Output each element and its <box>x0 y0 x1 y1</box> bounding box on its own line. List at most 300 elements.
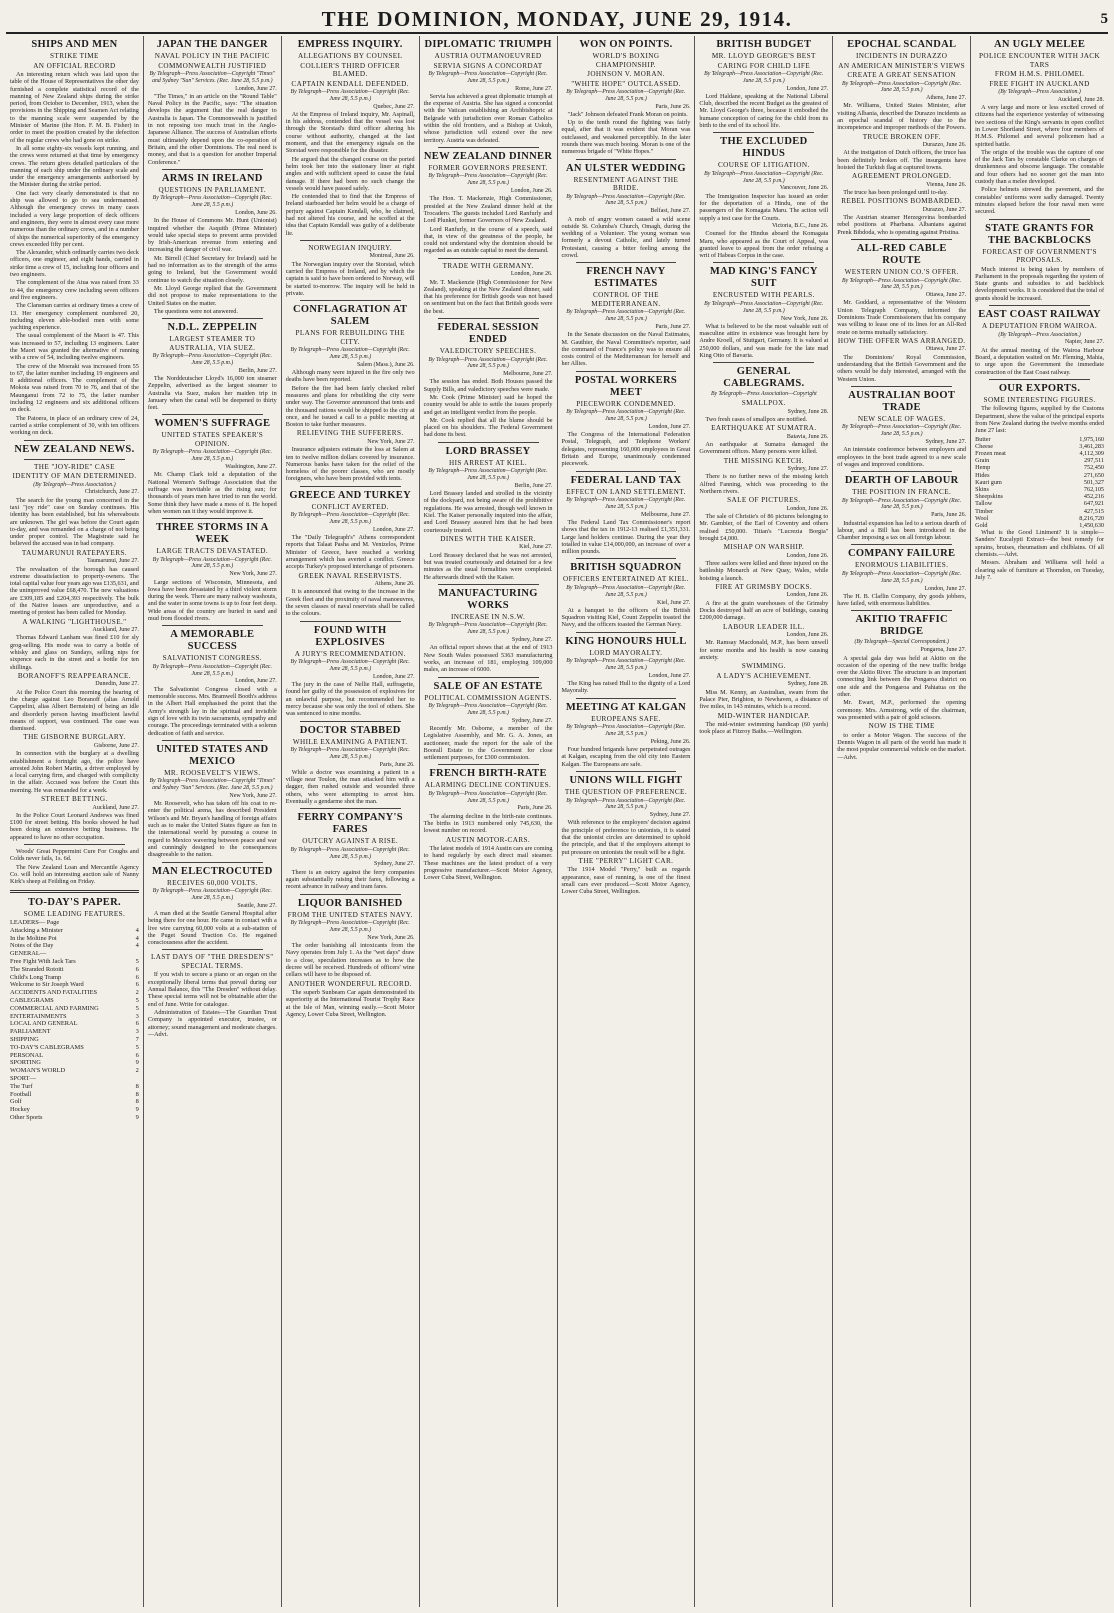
contents-entry <box>10 1059 139 1067</box>
column-rule <box>162 169 263 170</box>
wire-credit: By Telegraph—Press Association—Copyright (Rec. June 28, 5.5 p.m.) <box>428 790 548 804</box>
article-subheading: STREET BETTING. <box>41 795 108 804</box>
article-headline: MANUFACTURING WORKS <box>438 587 538 611</box>
column-rule <box>300 808 401 809</box>
dateline: Quebec, June 27. <box>373 103 415 110</box>
article-paragraph: Four hundred brigands have perpetrated outrages at Kalgan, escaping from the old city into Eastern Kalgan. The Europeans are safe. <box>561 746 691 768</box>
article-paragraph: The crew of the Moeraki was increased from 55 to 67, the latter number including 19 engineers and 8 additional officers. The complement of the Mokoia was raised from 70 to 76, and that of the Maunganui from 72 to 75, the latter number including 12 engineers and six additional officers on deck. <box>10 362 139 414</box>
column-rule <box>438 258 539 259</box>
article-paragraph: Mr. Ramsay Macdonald, M.P., has been unwell for some months and his health is now causing anxiety. <box>699 639 829 662</box>
article-subheading: FROM H.M.S. PHILOMEL <box>994 70 1085 78</box>
article-paragraph: The Congress of the International Federation Postal, Telegraph, and Telephone Workers' delegates, representing 160,000 employees in Great Britain and Europe, unanimously condemned piecework. <box>561 431 691 468</box>
dateline: Paris, June 26. <box>655 103 691 110</box>
dateline: Vancouver, June 26. <box>779 185 829 192</box>
contents-page: 9 <box>135 1113 139 1121</box>
article-subheading: STRIKE TIME <box>50 52 99 60</box>
wire-credit: By Telegraph—Press Association—Copyright (Rec. June 28, 5.5 p.m.) <box>704 300 824 314</box>
wire-credit: By Telegraph—Press Association—Copyright (Rec. June 28, 5.5 p.m.) <box>842 424 962 438</box>
article-headline: COMPANY FAILURE <box>848 548 956 560</box>
contents-entry <box>10 1028 139 1036</box>
article-paragraph: The H. B. Claflin Company, dry goods jobbers, have failed, with enormous liabilities. <box>837 592 967 608</box>
article-subheading: PLANS FOR REBUILDING THE CITY. <box>295 329 405 346</box>
article-headline: KING HONOURS HULL <box>565 635 687 647</box>
dateline: Vienna, June 26. <box>926 181 967 188</box>
article-subheading: THE GISBORNE BURGLARY. <box>23 733 126 742</box>
contents-entry <box>10 1005 139 1013</box>
contents-label: The Stranded Rotoiti <box>10 965 64 973</box>
article-subheading: ALLEGATIONS BY COUNSEL <box>298 52 403 60</box>
article-headline: BRITISH SQUADRON <box>570 562 682 574</box>
column-rule <box>162 625 263 626</box>
article-headline: EPOCHAL SCANDAL <box>847 39 957 50</box>
export-value: 427,515 <box>1083 507 1104 515</box>
masthead <box>6 6 1108 34</box>
contents-entry <box>10 1052 139 1060</box>
contents-entry <box>10 1067 139 1075</box>
wire-credit: By Telegraph—Press Association—Copyright (Rec. June 28, 5.5 p.m.) <box>566 584 686 598</box>
contents-label: ENTERTAINMENTS <box>10 1012 67 1020</box>
article-paragraph: Insurance adjusters estimate the loss at Salem at ten to twelve million dollars covered by insurance. Numerous banks have taken for the relief of the homeless of the poorer classes, who are mostly foreigners, who have been provided with tents. <box>285 446 415 483</box>
column-rule <box>576 471 677 472</box>
contents-label: GENERAL— <box>10 950 47 958</box>
dateline: New York, June 27. <box>229 571 277 578</box>
contents-label: PERSONAL <box>10 1051 44 1059</box>
article-paragraph: It is announced that owing to the increase in the Greek fleet and the proximity of naval manoeuvres, the seven classes of naval reservists shall be called to the colours. <box>285 588 415 618</box>
dateline: London, June 27. <box>235 678 277 685</box>
dateline: Sydney, June 27. <box>925 439 967 445</box>
contents-label: Welcome to Sir Joseph Ward <box>10 981 84 989</box>
article-paragraph: At the Police Court this morning the hearing of the charge against Leo Boranoff (alias Arnold Cappelini, alias Albert Bernstein) of being an idle and disorderly person having insufficient lawful means of support, was continued. The case was dismissed. <box>10 688 139 733</box>
contents-entry <box>10 958 139 966</box>
exports-row <box>975 479 1104 486</box>
article-headline: POSTAL WORKERS MEET <box>574 374 677 398</box>
contents-label: Attacking a Minister <box>10 926 63 934</box>
contents-page: 5 <box>135 996 139 1004</box>
contents-entry <box>10 1091 139 1099</box>
wire-credit: By Telegraph—Press Association—Copyright (Rec. June 28, 5.5 p.m.) <box>566 724 686 738</box>
dateline: Sydney, June 27. <box>787 466 829 473</box>
wire-credit: By Telegraph—Press Association—Copyright (Rec. June 28, 5.5 p.m.) <box>290 659 410 672</box>
dateline: Athens, June 26. <box>374 581 415 588</box>
wire-credit: By Telegraph—Press Association—Copyright (Rec. June 28, 5.5 p.m.) <box>428 356 548 370</box>
export-item: Grain <box>975 457 990 465</box>
article-subheading: AUSTIN MOTOR-CARS. <box>445 835 531 844</box>
article-paragraph: A very large and more or less excited crowd of citizens had the experience yesterday of witnessing two sections of the King's servants in open conflict in Lower Shortland Street, where four members of H.M.S. Philomel and several policemen had a spirited battle. <box>975 104 1104 148</box>
dateline: Seattle, June 27. <box>237 902 277 909</box>
export-value: 1,975,160 <box>1079 435 1104 443</box>
dateline: London, June 27. <box>648 672 691 679</box>
article-paragraph: A special gala day was held at Akitio on the occasion of the opening of the new traffic bridge over the Akitio River. The structure is an important connecting link between the Pongaroa district on one side and the Pongaroa and Pahiatua on the other. <box>837 654 967 699</box>
article-headline: DOCTOR STABBED <box>299 724 401 736</box>
article-subheading: THE "JOY-RIDE" CASE <box>33 462 115 471</box>
article-paragraph: Mr. Ewart, M.P., performed the opening ceremony. Mrs. Armstrong, wife of the chairman, was presented with a pair of gold scissors. <box>837 699 967 721</box>
dateline: Washington, June 27. <box>225 464 277 471</box>
dateline: Durazzo, June 27. <box>922 206 967 213</box>
article-paragraph: The New Zealand Loan and Mercantile Agency Co. will hold an interesting auction sale of Nanny Kirk's sheep at Feilding on Friday. <box>10 863 139 886</box>
article-subheading: WHILE EXAMINING A PATIENT. <box>292 737 408 746</box>
column-rule <box>162 414 263 415</box>
column-rule <box>851 386 952 387</box>
column-rule <box>713 262 814 263</box>
column-rule <box>438 584 539 585</box>
article-paragraph: An earthquake at Sumatra damaged the Government offices. Many persons were killed. <box>699 441 829 456</box>
export-item: Hides <box>975 471 990 479</box>
article-paragraph: An interstate conference between employers and employees in the boot trade agreed to a new scale of wages and improved conditions. <box>837 446 967 468</box>
dateline: Belfast, June 27. <box>650 208 691 215</box>
article-paragraph: A fire at the grain warehouses of the Grimsby Docks destroyed half an acre of buildings, causing £200,000 damage. <box>699 599 829 622</box>
contents-entry <box>10 1114 139 1122</box>
column-rule <box>989 305 1090 306</box>
article-headline: MAD KING'S FANCY SUIT <box>709 266 818 290</box>
dateline: London, June 26. <box>510 271 553 278</box>
exports-row <box>975 464 1104 471</box>
article-headline: DEARTH OF LABOUR <box>844 475 959 487</box>
article-subheading: EFFECT ON LAND SETTLEMENT. <box>566 487 686 496</box>
article-subheading: RECEIVES 60,000 VOLTS. <box>166 878 258 887</box>
contents-label: Free Fight With Jack Tars <box>10 957 76 965</box>
article-subheading: COMMONWEALTH JUSTIFIED <box>158 61 267 70</box>
contents-page: 8 <box>135 1082 139 1090</box>
dateline: Napier, June 27. <box>1064 339 1104 346</box>
dateline: New York, June 27. <box>229 792 277 799</box>
column-7 <box>833 36 971 1607</box>
article-paragraph: In connection with the burglary at a dwelling establishment a fortnight ago, the police have arrested John Robert Martin, a driver employed by a local carrying firm, and charged with complicity in the affair. Accused was before the Court this morning. He was remanded for a week. <box>10 750 139 794</box>
article-headline: AN ULSTER WEDDING <box>566 162 686 174</box>
article-subheading: THE POSITION IN FRANCE. <box>852 488 952 497</box>
article-subheading: CAPTAIN KENDALL DEFENDED. <box>291 79 409 88</box>
exports-row <box>975 457 1104 464</box>
exports-row <box>975 436 1104 443</box>
wire-credit: By Telegraph—Press Association—Copyright (Rec. June 28, 5.5 p.m.) <box>152 449 272 463</box>
contents-page: 9 <box>135 1059 139 1067</box>
article-subheading: QUESTIONS IN PARLIAMENT. <box>158 185 267 194</box>
article-paragraph: The sale of Christie's of 86 pictures belonging to Mr. Gambier, of the Earl of Coventry and others realised £50,000. Titian's "Lucrezia Borgia" brought £4,000. <box>699 513 829 542</box>
article-paragraph: Thomas Edward Lanham was fined £10 for sly grog-selling. His mode was to carry a bottle of whisky and glass on Sundays, selling nips for sixpence each in the street and a bottle for ten shillings. <box>10 634 139 671</box>
article-headline: ALL-RED CABLE ROUTE <box>856 243 947 267</box>
article-paragraph: The questions were not answered. <box>153 307 238 315</box>
article-headline: A MEMORABLE SUCCESS <box>170 629 255 653</box>
article-paragraph: Industrial expansion has led to a serious dearth of labour, and a Bill has been introduced in the Chamber imposing a tax on all foreign labour. <box>837 519 967 542</box>
article-subheading: RESENTMENT AGAINST THE BRIDE. <box>573 175 679 193</box>
article-paragraph: "Jack" Johnson defeated Frank Moran on points. <box>567 110 688 118</box>
article-paragraph: Mr. Champ Clark told a deputation of the National Women's Suffrage Association that the suffrage was inevitable as the rising sun; for thousands of years men have tried to run the world. Some think they have made a mess of it. He hoped when women ran it they would improve it. <box>147 471 277 515</box>
column-rule <box>300 300 401 301</box>
exports-row <box>975 508 1104 515</box>
dateline: Sydney, June 28. <box>787 681 829 688</box>
export-value: 297,511 <box>1084 457 1104 465</box>
dateline: London, June 26. <box>786 632 829 639</box>
column-rule <box>300 721 401 722</box>
contents-page: 6 <box>135 981 139 989</box>
column-rule <box>851 239 952 240</box>
article-subheading: EARTHQUAKE AT SUMATRA. <box>711 424 817 433</box>
column-rule <box>576 262 677 263</box>
article-subheading: FIRE AT GRIMSBY DOCKS. <box>715 582 813 591</box>
article-paragraph: Lord Brassey declared that he was not arrested, but was treated courteously and detained for a few minutes as the usual formalities were completed. He afterwards dined with the Kaiser. <box>423 551 553 581</box>
wire-credit: By Telegraph—Press Association—Copyright (Rec. June 28, 5.5 p.m.) <box>566 658 686 672</box>
article-subheading: ENORMOUS LIABILITIES. <box>854 561 949 570</box>
contents-page: 7 <box>135 1035 139 1043</box>
contents-label: Notes of the Day <box>10 942 54 950</box>
article-headline: FEDERAL SESSION ENDED <box>437 322 539 346</box>
contents-label: COMMERCIAL AND FARMING <box>10 1004 99 1012</box>
article-headline: STATE GRANTS FOR THE BACKBLOCKS <box>985 222 1094 246</box>
article-subheading: SALVATIONIST CONGRESS. <box>162 654 262 663</box>
export-item: Cheese <box>975 442 993 450</box>
export-item: Frozen meat <box>975 449 1006 457</box>
dateline: Auckland, June 28. <box>1057 96 1104 103</box>
article-subheading: CREATE A GREAT SENSATION <box>847 71 957 79</box>
dateline: London, June 27. <box>235 85 277 92</box>
article-subheading: AGREEMENT PROLONGED. <box>852 172 952 181</box>
article-subheading: GREEK NAVAL RESERVISTS. <box>298 571 402 580</box>
article-paragraph: Lord Brassey landed and strolled in the vicinity of the dockyard, not being aware of the prohibitive regulations. He was arrested, though well known in Kiel. The Kaiser personally inquired into the affair, and Lord Brassey assured him that he had been courteously treated. <box>423 490 553 534</box>
export-value: 452,216 <box>1083 493 1104 501</box>
contents-page: 4 <box>135 934 139 942</box>
article-headline: FOUND WITH EXPLOSIVES <box>313 624 387 648</box>
dateline: Sydney, June 28. <box>787 408 829 415</box>
article-headline: CONFLAGRATION AT SALEM <box>292 304 408 328</box>
article-paragraph: Lord Haldane, speaking at the National Liberal Club, described the recent Budget as the greatest of Mr. Lloyd George's three, because it embodied the humane conception of caring for the child from its birth to the end of its school life. <box>699 92 829 130</box>
article-paragraph: The mid-winter swimming handicap (60 yards) took place at Fitzroy Baths.—Wellington. <box>699 721 829 736</box>
article-paragraph: The Federal Land Tax Commissioner's report shows that the tax in 1912-13 realised £1,351,331. Large land holders continue. During the year they totalled in value £14,000,000, an increase of over a million pounds. <box>561 518 691 556</box>
wire-credit: By Telegraph—Press Association—Copyright (Rec. June 28, 5.5 p.m.) <box>704 71 824 84</box>
dateline: Rome, June 27. <box>515 85 553 92</box>
article-subheading: DINES WITH THE KAISER. <box>440 534 536 543</box>
article-paragraph: There is no further news of the missing ketch Alfred Fanning, which was proceeding to the Northern rivers. <box>699 473 829 495</box>
article-headline: TO-DAY'S PAPER. <box>27 896 121 908</box>
article-subheading: CONFLICT AVERTED. <box>311 502 389 511</box>
article-subheading: NORWEGIAN INQUIRY. <box>308 243 393 252</box>
column-rule <box>438 764 539 765</box>
contents-entry <box>10 997 139 1005</box>
contents-page: 6 <box>135 1051 139 1059</box>
column-4 <box>420 36 558 1607</box>
article-paragraph: Miss M. Kenny, an Australian, swam from the Palace Pier, Brighton, to Newhaven, a distance of five miles, in 143 minutes, which is a record. <box>699 688 829 711</box>
article-paragraph: The Norwegian inquiry over the Storstad, which carried the Empress of Ireland, and by which the captain is said to have been ordered to Norway, will be started to-morrow. The inquiry will be held in private. <box>285 260 415 297</box>
contents-page: 3 <box>135 1012 139 1020</box>
contents-label: The Turf <box>10 1082 33 1090</box>
article-paragraph: Mr. Cook (Prime Minister) said he hoped the country would be able to settle the issues properly and get an intelligent verdict from the people. <box>423 394 553 416</box>
article-paragraph: What is believed to be the most valuable suit of masculine attire in existence was brought here by Andre Kroell, of Stuttgart, Germany. It is valued at 250,000 dollars, and was made for the late mad King Otto of Bavaria. <box>699 322 829 360</box>
dateline: Montreal, June 26. <box>369 253 415 260</box>
dateline: Auckland, June 27. <box>92 804 139 811</box>
contents-page: 2 <box>135 1067 139 1075</box>
article-paragraph: Mr. Cook replied that all the blame should be placed on his shoulders. The Federal Government had done its best. <box>423 416 553 439</box>
column-rule <box>300 240 401 241</box>
article-subheading: A DEPUTATION FROM WAIROA. <box>982 322 1098 331</box>
dateline: Peking, June 26. <box>650 738 691 745</box>
wire-credit: By Telegraph—Press Association—Copyright (Rec. June 28, 5.5 p.m.) <box>428 173 548 187</box>
column-rule <box>162 318 263 319</box>
contents-entry <box>10 1106 139 1114</box>
dateline: London, June 26. <box>235 209 277 216</box>
contents-page: 3 <box>135 1028 139 1036</box>
dateline: Berlin, June 27. <box>514 482 553 489</box>
article-paragraph: The superb Sunbeam Car again demonstrated its superiority at the International Tourist Trophy Race at the Isle of Man, winning easily.—Scott Motor Agency, Lower Cuba Street, Wellington. <box>285 989 415 1018</box>
contents-label: SPORT— <box>10 1074 36 1082</box>
article-subheading: POLITICAL COMMISSION AGENTS. <box>424 693 552 702</box>
dateline: Melbourne, June 27. <box>641 511 691 518</box>
contents-label: Football <box>10 1090 32 1098</box>
article-subheading: COLLIER'S THIRD OFFICER BLAMED. <box>300 61 401 78</box>
dateline: Dunedin, June 27. <box>95 681 139 688</box>
article-subheading: THE "PERRY" LIGHT CAR. <box>578 856 674 865</box>
article-paragraph: At the Empress of Ireland inquiry, Mr. Aspinall, in his address, contended that the vessel was lost through the Storstad's third officer altering his course without authority, changed at the last moment, and that the emergency signals on the Storstad were responsible for the disaster. <box>285 110 415 155</box>
article-paragraph: At the instigation of Dutch officers, the truce has been definitely broken off. The insurgents have hoisted the Turkish flag at captured towns. <box>837 149 967 171</box>
column-rule <box>851 544 952 545</box>
article-paragraph: What is the Good Liniment? It is simple—Sanders' Eucalypti Extract—the best remedy for sprains, bruises, rheumatism and chilblains. Of all chemists.—Advt. <box>975 529 1104 559</box>
article-paragraph: Mr. Birrell (Chief Secretary for Ireland) said he had no information as to the strength of the arms going to Ireland, but the Government would continue to watch the situation closely. <box>147 254 277 284</box>
article-paragraph: Administration of Estates—The Guardian Trust Company is appointed executor, trustee, or attorney; sound management and moderate charges.—Advt. <box>147 1008 277 1038</box>
dateline: Victoria, B.C., June 26. <box>771 222 829 229</box>
dateline: Paris, June 26. <box>931 512 967 519</box>
column-rule <box>713 362 814 363</box>
contents-label: In the Moltine Pot <box>10 934 57 942</box>
column-rule <box>438 318 539 319</box>
wire-credit: (By Telegraph—Press Association.) <box>998 89 1081 95</box>
article-paragraph: At a banquet to the officers of the British Squadron visiting Kiel, Count Zeppelin toasted the Navy, and the officers toasted the German Navy. <box>561 606 691 629</box>
article-subheading: MR. LLOYD GEORGE'S BEST <box>711 52 816 60</box>
dateline: Paris, June 26. <box>517 805 553 812</box>
dateline: London, June 26. <box>786 592 829 599</box>
article-paragraph: The Clansman carries at ordinary times a crew of 13. Her emergency complement numbered 20, including eleven able-bodied men with some yachting experience. <box>10 302 139 332</box>
column-rule <box>300 621 401 622</box>
column-rule <box>162 518 263 519</box>
contents-page: 4 <box>135 942 139 950</box>
article-subheading: VALEDICTORY SPEECHES. <box>439 347 537 356</box>
article-headline: FRENCH BIRTH-RATE <box>429 768 547 780</box>
export-item: Timber <box>975 507 994 515</box>
article-paragraph: With reference to the employers' decision against the principle of preference to unionists, it is stated that the unionist circles are determined to uphold the principle, and that if the employers attempt to put pressure on unionists the result will be a fight. <box>561 819 691 856</box>
article-paragraph: In the Senate discussion on the Naval Estimates, M. Gauthier, the Naval Committee's reporter, said the command of France's policy was to ensure all costs control of the Mediterranean for herself and her Allies. <box>561 331 691 368</box>
wire-credit: By Telegraph—Press Association—Copyright (Rec. June 28, 5.5 p.m.) <box>152 556 272 570</box>
column-rule <box>438 442 539 443</box>
dateline: Athens, June 27. <box>926 95 967 102</box>
article-subheading: HOW THE OFFER WAS ARRANGED. <box>837 336 966 345</box>
contents-label: Hockey <box>10 1106 30 1114</box>
exports-row <box>975 522 1104 529</box>
export-item: Wool <box>975 514 989 522</box>
article-headline: FERRY COMPANY'S FARES <box>297 812 403 836</box>
wire-credit: By Telegraph—Press Association—Copyright (Rec. June 28, 5.5 p.m.) <box>152 888 272 901</box>
dateline: London, June 27. <box>786 85 829 92</box>
contents-page: 8 <box>135 1098 139 1106</box>
column-rule <box>162 862 263 863</box>
dateline: Taumarunui, June 27. <box>86 558 139 565</box>
article-subheading: OUTCRY AGAINST A RISE. <box>302 837 399 846</box>
double-rule <box>10 890 139 893</box>
article-headline: LIQUOR BANISHED <box>297 897 403 909</box>
article-subheading: FROM THE UNITED STATES NAVY. <box>287 910 413 919</box>
contents-page: 6 <box>135 965 139 973</box>
page-number: 5 <box>1100 10 1108 27</box>
article-paragraph: The Norddeutscher Lloyd's 16,000 ton steamer Zeppelin, advertised as the largest steamer to Australia via Suez, makes her maiden trip in January when the canal will be deepened to thirty feet. <box>147 375 277 412</box>
contents-entry <box>10 919 139 927</box>
article-paragraph: Mr. Roosevelt, who has taken off his coat to re-enter the political arena, has described President Wilson's and Mr. Bryan's handling of foreign affairs such as to make the United States figure as fun in the international world by pursuing a course in regard to Mexico wavering between peace and war and cunningly designed to the consequences disagreeable to the nation. <box>147 800 277 859</box>
article-headline: EMPRESS INQUIRY. <box>297 39 403 50</box>
article-subheading: AUSTRIA OUTMANOEUVRED <box>434 52 542 60</box>
article-subheading: ALARMING DECLINE CONTINUES. <box>424 781 552 790</box>
article-paragraph: Mr. Lloyd George replied that the Government did not propose to make representations to the United States on the matter. <box>147 284 277 307</box>
column-rule <box>989 379 1090 380</box>
contents-page: 5 <box>135 957 139 965</box>
article-subheading: SALE OF PICTURES. <box>727 496 801 505</box>
dateline: London, June 27. <box>924 585 967 592</box>
article-paragraph: Recently Mr. Osborne, a member of the Legislative Assembly, and Mr. G. A. Jones, an auctioneer, made the report for the sale of the Boorall Estate to the Government for close settlement purposes, for £300 commission. <box>423 724 553 762</box>
article-headline: WOMEN'S SUFFRAGE <box>154 418 271 430</box>
article-paragraph: The jury in the case of Nellie Hall, suffragette, found her guilty of the possession of explosives for an unlawful purpose, but recommended her to mercy because she was only the tool of others. She was sentenced to nine months. <box>285 681 415 718</box>
article-headline: N.D.L. ZEPPELIN <box>167 322 258 334</box>
article-paragraph: One fact very clearly demonstrated is that no ship was allowed to go to sea undermanned. Although the emergency crews in many cases included a very large proportion of deck officers and engineers, they were in almost every case more numerous than the ordinary crews, and in a number of ships the numerical superiority of the emergency crews exceeded fifty per cent. <box>10 189 139 248</box>
wire-credit: By Telegraph—Press Association—Copyright "Times" and Sydney "Sun" Services. (Rec. June 28, 5.5 p.m.) <box>149 778 276 792</box>
article-paragraph: The origin of the trouble was the capture of one of the Jack Tars by constable Clarke on charges of drunkenness and obscene language. The constable and four others had no sooner got the man into custody than a melee developed. <box>975 148 1104 186</box>
article-headline: FEDERAL LAND TAX <box>570 474 682 486</box>
dateline: Melbourne, June 27. <box>503 371 553 378</box>
export-item: Skins <box>975 485 989 493</box>
column-rule <box>576 698 677 699</box>
exports-row <box>975 450 1104 457</box>
article-paragraph: Lord Ranfurly, in the course of a speech, said that, in view of the greatness of the people, he could not understand why the dominion should be regarded as an outside capital to meet the demand. <box>423 225 553 255</box>
article-paragraph: In the Police Court Leonard Andrews was fined £100 for street betting. His books showed he had been doing an extensive betting business. He appeared to have no other occupation. <box>10 811 139 841</box>
wire-credit: By Telegraph—Press Association—Copyright (Rec. June 28, 5.5 p.m.) <box>566 89 686 102</box>
article-headline: ARMS IN IRELAND <box>161 172 263 184</box>
article-paragraph: Mr. T. Mackenzie (High Commissioner for New Zealand), speaking at the New Zealand dinner, said that his preference for British goods was not based on sentiment but on the fact that British goods were the best. <box>423 278 553 315</box>
column-rule <box>438 147 539 148</box>
article-paragraph: In the House of Commons Mr. Hunt (Unionist) inquired whether the Asquith (Prime Minister) would take special steps to prevent arms provided by Irish-American revenue from entering and increasing the danger of civil war. <box>147 217 277 254</box>
article-paragraph: A mob of angry women caused a wild scene outside St. Columba's Church, Omagh, during the wedding of a Volunteer. The young woman was formerly a devout Catholic, and lately turned Protestant, causing a bitter feeling among the crowd. <box>561 215 691 260</box>
column-rule <box>989 219 1090 220</box>
article-paragraph: The truce has been prolonged until to-day. <box>843 189 948 197</box>
column-6 <box>695 36 833 1607</box>
contents-entry <box>10 974 139 982</box>
article-headline: GREECE AND TURKEY <box>289 489 411 501</box>
dateline: Berlin, June 27. <box>238 367 277 374</box>
contents-label: PARLIAMENT <box>10 1028 51 1036</box>
dateline: Ottawa, June 27. <box>925 346 967 353</box>
article-paragraph: Three sailors were killed and three injured on the battleship Monarch at New Quay, Wales, while hoisting a launch. <box>699 560 829 582</box>
export-value: 1,450,630 <box>1079 521 1104 529</box>
wire-credit: By Telegraph—Press Association—Copyright (Rec. June 28, 5.5 p.m.) <box>428 622 548 636</box>
contents-label: SHIPPING <box>10 1035 39 1043</box>
article-subheading: TRUCE BROKEN OFF. <box>862 132 941 141</box>
article-paragraph: Mr. Goddard, a representative of the Western Union Telegraph Company, informed the Dominions Trade Commissioners that his company was willing to lease one of its lines for an All-Red route on terms mutually satisfactory. <box>837 299 967 336</box>
contents-entry <box>10 1020 139 1028</box>
article-paragraph: An interesting return which was laid upon the table of the House of Representatives the other day furnished a complete statistical record of the manning of New Zealand ships during the strike period, from October to December, 1913, when the provisions in the Shipping and Seamen Act relating to the manning scale were suspended by the Minister of Marine (the Hon. F. M. B. Fisher) in order to meet the position created by the defection of the regular crews who had gone on strike. <box>10 71 139 144</box>
article-paragraph: The search for the young man concerned in the taxi "joy ride" case on Sunday continues. His identity has been established, but his whereabouts are unknown. The girl was before the Court again to-day, and was remanded on a charge of not being under proper control. The Magistrate said he believed the accused was in bad company. <box>10 496 139 548</box>
article-paragraph: The King has raised Hull to the dignity of a Lord Mayoralty. <box>561 680 691 695</box>
dateline: Kiel, June 27. <box>657 599 691 606</box>
dateline: Sydney, June 27. <box>511 717 553 724</box>
contents-label: WOMAN'S WORLD <box>10 1067 66 1075</box>
column-rule <box>24 844 125 845</box>
contents-page: 9 <box>135 1106 139 1114</box>
article-subheading: LAST DAYS OF "THE DRESDEN'S" SPECIAL TERMS. <box>151 953 274 970</box>
article-subheading: BORANOFF'S REAPPEARANCE. <box>17 671 132 680</box>
article-paragraph: There is an outcry against the ferry companies again substantially raising their fares, following a recent advance in railway and tram fares. <box>285 868 415 891</box>
contents-page: 6 <box>135 1020 139 1028</box>
dateline: New York, June 27. <box>367 438 415 445</box>
column-rule <box>162 740 263 741</box>
article-paragraph: The session has ended. Both Houses passed the Supply Bills, and valedictory speeches were made. <box>423 378 553 393</box>
article-subheading: REBEL POSITIONS BOMBARDED. <box>841 197 963 206</box>
article-paragraph: Two fresh cases of smallpox are notified. <box>705 415 808 423</box>
contents-label: ACCIDENTS AND FATALITIES <box>10 989 98 997</box>
article-headline: JAPAN THE DANGER <box>156 39 268 50</box>
article-paragraph: He argued that the changed course on the ported helm took her into the stationary liner at right angles and with sufficient speed to cause the fatal damage. If there had been no such change the vessels would have passed safely. <box>285 155 415 192</box>
dateline: Paris, June 27. <box>655 323 691 330</box>
article-subheading: NEW SCALE OF WAGES. <box>857 414 946 423</box>
